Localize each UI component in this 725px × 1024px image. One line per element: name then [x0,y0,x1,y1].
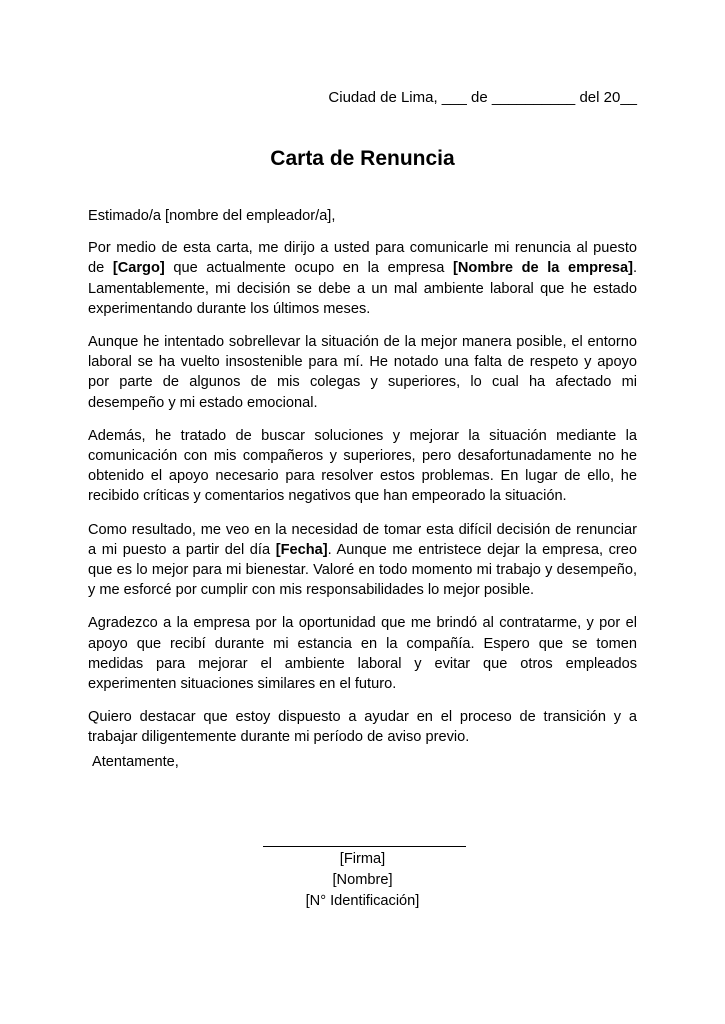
signature-nombre: [Nombre] [332,872,393,888]
paragraph-4 [88,520,637,601]
date-line: Ciudad de Lima, ___ de __________ del 20__ [328,89,637,106]
signature-line [263,846,466,847]
signature-block [0,849,725,912]
paragraph-1-text-3: . Lamentablemente, mi decisión se debe a un mal ambiente laboral que he estado experimentando durante los últimos meses. [88,260,637,317]
paragraph-1 [88,238,637,319]
company-name-placeholder: [Nombre de la empresa] [453,260,633,277]
greeting: Estimado/a [nombre del empleador/a], [88,208,336,224]
paragraph-4-text-2: . Aunque me entristece dejar la empresa, creo que es lo mejor para mi bienestar. Valoré en todo momento mi trabajo y desempeño, y me esforcé por cumplir con mis responsabilidades lo mejor posible. [88,541,637,599]
signature-identificacion: [N° Identificación] [305,893,420,909]
paragraph-6: Quiero destacar que estoy dispuesto a ayudar en el proceso de transición y a trabajar diligentemente durante mi período de aviso previo. [88,709,637,746]
cargo-placeholder: [Cargo] [112,260,165,277]
paragraph-5: Agradezco a la empresa por la oportunidad que me brindó al contratarme, y por el apoyo que recibí durante mi estancia en la compañía. Espero que se tomen medidas para mejorar el ambiente laboral y evitar que otros empleados experimenten situaciones similares en el futuro. [88,615,637,693]
signature-firma: [Firma] [339,851,386,867]
letter-title: Carta de Renuncia [270,147,455,170]
paragraph-1-text-2: que actualmente ocupo en la empresa [164,260,453,277]
paragraph-3: Además, he tratado de buscar soluciones y mejorar la situación mediante la comunicación con mis compañeros y superiores, pero desafortunadamente no he obtenido el apoyo necesario para resolver estos problemas. En lugar de ello, he recibido críticas y comentarios negativos que han empeorado la situación. [88,427,637,505]
paragraph-1-text-1: Por medio de esta carta, me dirijo a usted para comunicarle mi renuncia al puesto de [88,240,637,277]
closing: Atentamente, [92,754,179,770]
letter-body [88,206,637,761]
paragraph-2: Aunque he intentado sobrellevar la situación de la mejor manera posible, el entorno laboral se ha vuelto insostenible para mí. He notado una falta de respeto y apoyo por parte de algunos de mis colegas y superiores, lo cual ha afectado mi desempeño y mi estado emocional. [88,334,637,411]
paragraph-4-text-1: Como resultado, me veo en la necesidad de tomar esta difícil decisión de renunciar a mi puesto a partir del día [88,521,637,558]
date-placeholder: [Fecha] [275,541,328,558]
